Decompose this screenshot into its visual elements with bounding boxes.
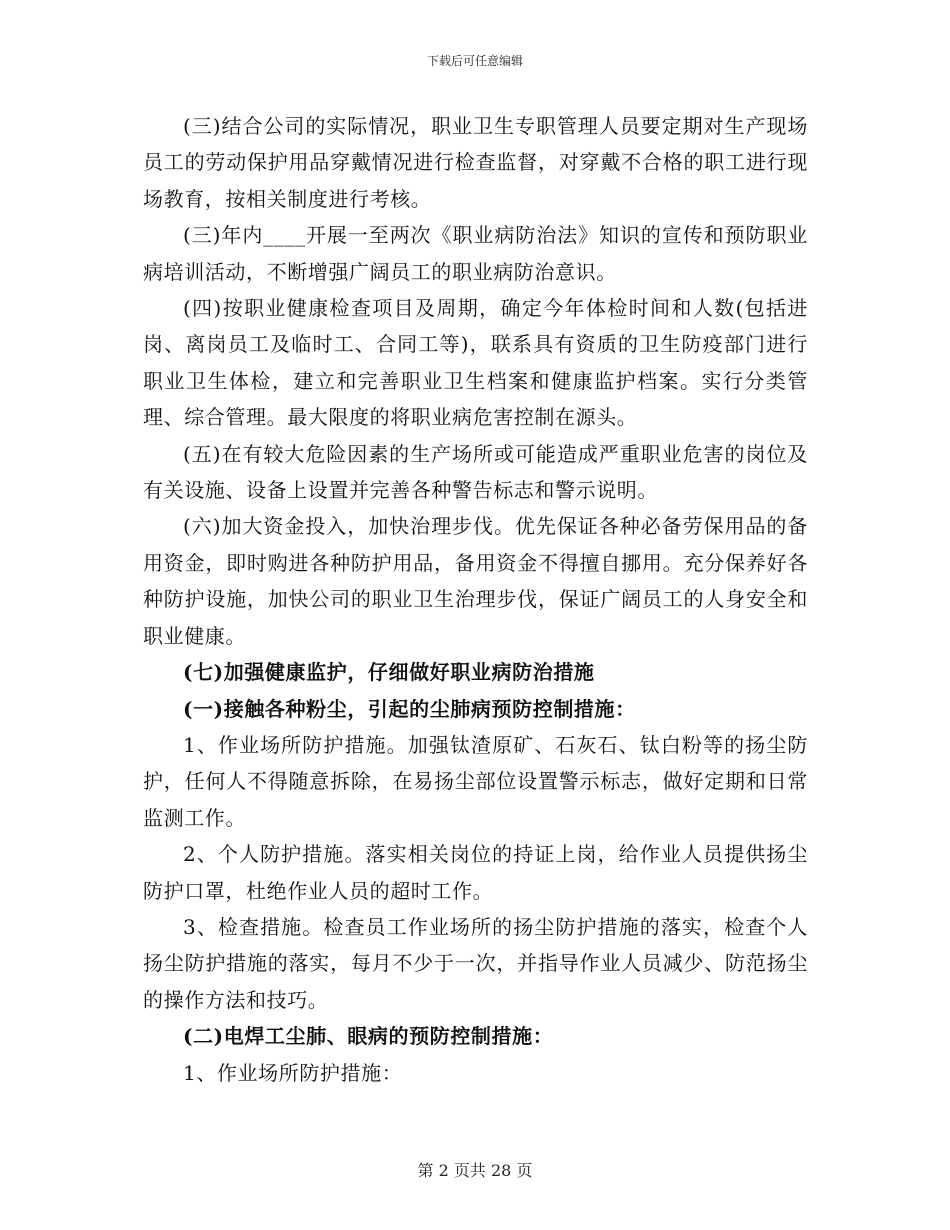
paragraph-6: 1、作业场所防护措施。加强钛渣原矿、石灰石、钛白粉等的扬尘防护，任何人不得随意拆除，在易扬尘部位设置警示标志，做好定期和日常监测工作。 (143, 732, 808, 830)
paragraph-3: (四)按职业健康检查项目及周期，确定今年体检时间和人数(包括进岗、离岗员工及临时工、合同工等)，联系具有资质的卫生防疫部门进行职业卫生体检，建立和完善职业卫生档案和健康监护档案。实行分类管理、综合管理。最大限度的将职业病危害控制在源头。 (143, 296, 808, 430)
section-heading-7: (七)加强健康监护，仔细做好职业病防治措施 (183, 660, 595, 685)
paragraph-2: (三)年内____开展一至两次《职业病防治法》知识的宣传和预防职业病培训活动，不断增强广阔员工的职业病防治意识。 (143, 223, 808, 284)
subsection-heading-1: (一)接触各种粉尘，引起的尘肺病预防控制措施： (183, 696, 636, 721)
paragraph-5: (六)加大资金投入，加快治理步伐。优先保证各种必备劳保用品的备用资金，即时购进各种防护用品，备用资金不得擅自挪用。充分保养好各种防护设施，加快公司的职业卫生治理步伐，保证广阔员工的人身安全和职业健康。 (143, 514, 808, 648)
page-header: 下载后可任意编辑 (426, 54, 523, 68)
paragraph-4: (五)在有较大危险因素的生产场所或可能造成严重职业危害的岗位及有关设施、设备上设置并完善各种警告标志和警示说明。 (143, 441, 808, 503)
paragraph-1: (三)结合公司的实际情况，职业卫生专职管理人员要定期对生产现场员工的劳动保护用品穿戴情况进行检查监督，对穿戴不合格的职工进行现场教育，按相关制度进行考核。 (143, 114, 808, 211)
paragraph-9: 1、作业场所防护措施： (183, 1060, 403, 1085)
paragraph-7: 2、个人防护措施。落实相关岗位的持证上岗，给作业人员提供扬尘防护口罩，杜绝作业人员的超时工作。 (143, 842, 808, 903)
document-body (143, 108, 808, 1091)
paragraph-8: 3、检查措施。检查员工作业场所的扬尘防护措施的落实，检查个人扬尘防护措施的落实，每月不少于一次，并指导作业人员减少、防范扬尘的操作方法和技巧。 (143, 914, 808, 1012)
subsection-heading-2: (二)电焊工尘肺、眼病的预防控制措施： (183, 1024, 554, 1049)
page-footer: 第 2 页共 28 页 (417, 1161, 533, 1180)
